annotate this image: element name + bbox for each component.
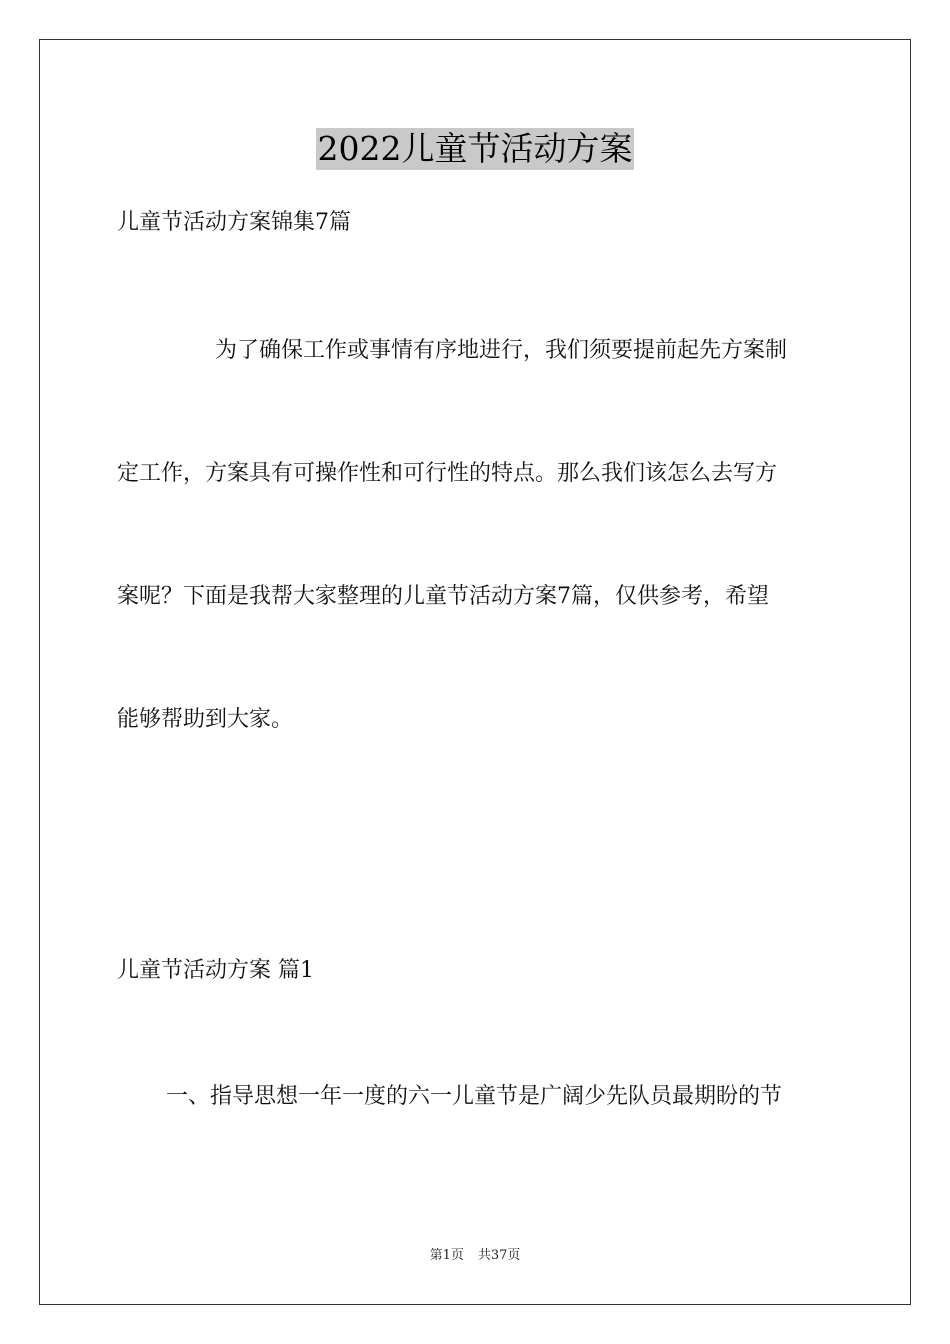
page-number-total: 共37页	[477, 1248, 521, 1263]
intro-line-3: 案呢？下面是我帮大家整理的儿童节活动方案7篇，仅供参考，希望	[117, 584, 769, 609]
page-number-current: 第1页	[429, 1248, 464, 1263]
intro-line-4: 能够帮助到大家。	[117, 707, 294, 732]
page-footer	[0, 1247, 950, 1265]
title-container	[0, 128, 950, 170]
section-heading: 儿童节活动方案 篇1	[117, 958, 314, 983]
section-first-line: 一、指导思想一年一度的六一儿童节是广阔少先队员最期盼的节	[166, 1084, 783, 1109]
document-subtitle: 儿童节活动方案锦集7篇	[117, 210, 351, 235]
intro-line-1: 为了确保工作或事情有序地进行，我们须要提前起先方案制	[215, 338, 788, 363]
intro-line-2: 定工作，方案具有可操作性和可行性的特点。那么我们该怎么去写方	[117, 461, 778, 486]
document-title: 2022儿童节活动方案	[317, 129, 633, 168]
